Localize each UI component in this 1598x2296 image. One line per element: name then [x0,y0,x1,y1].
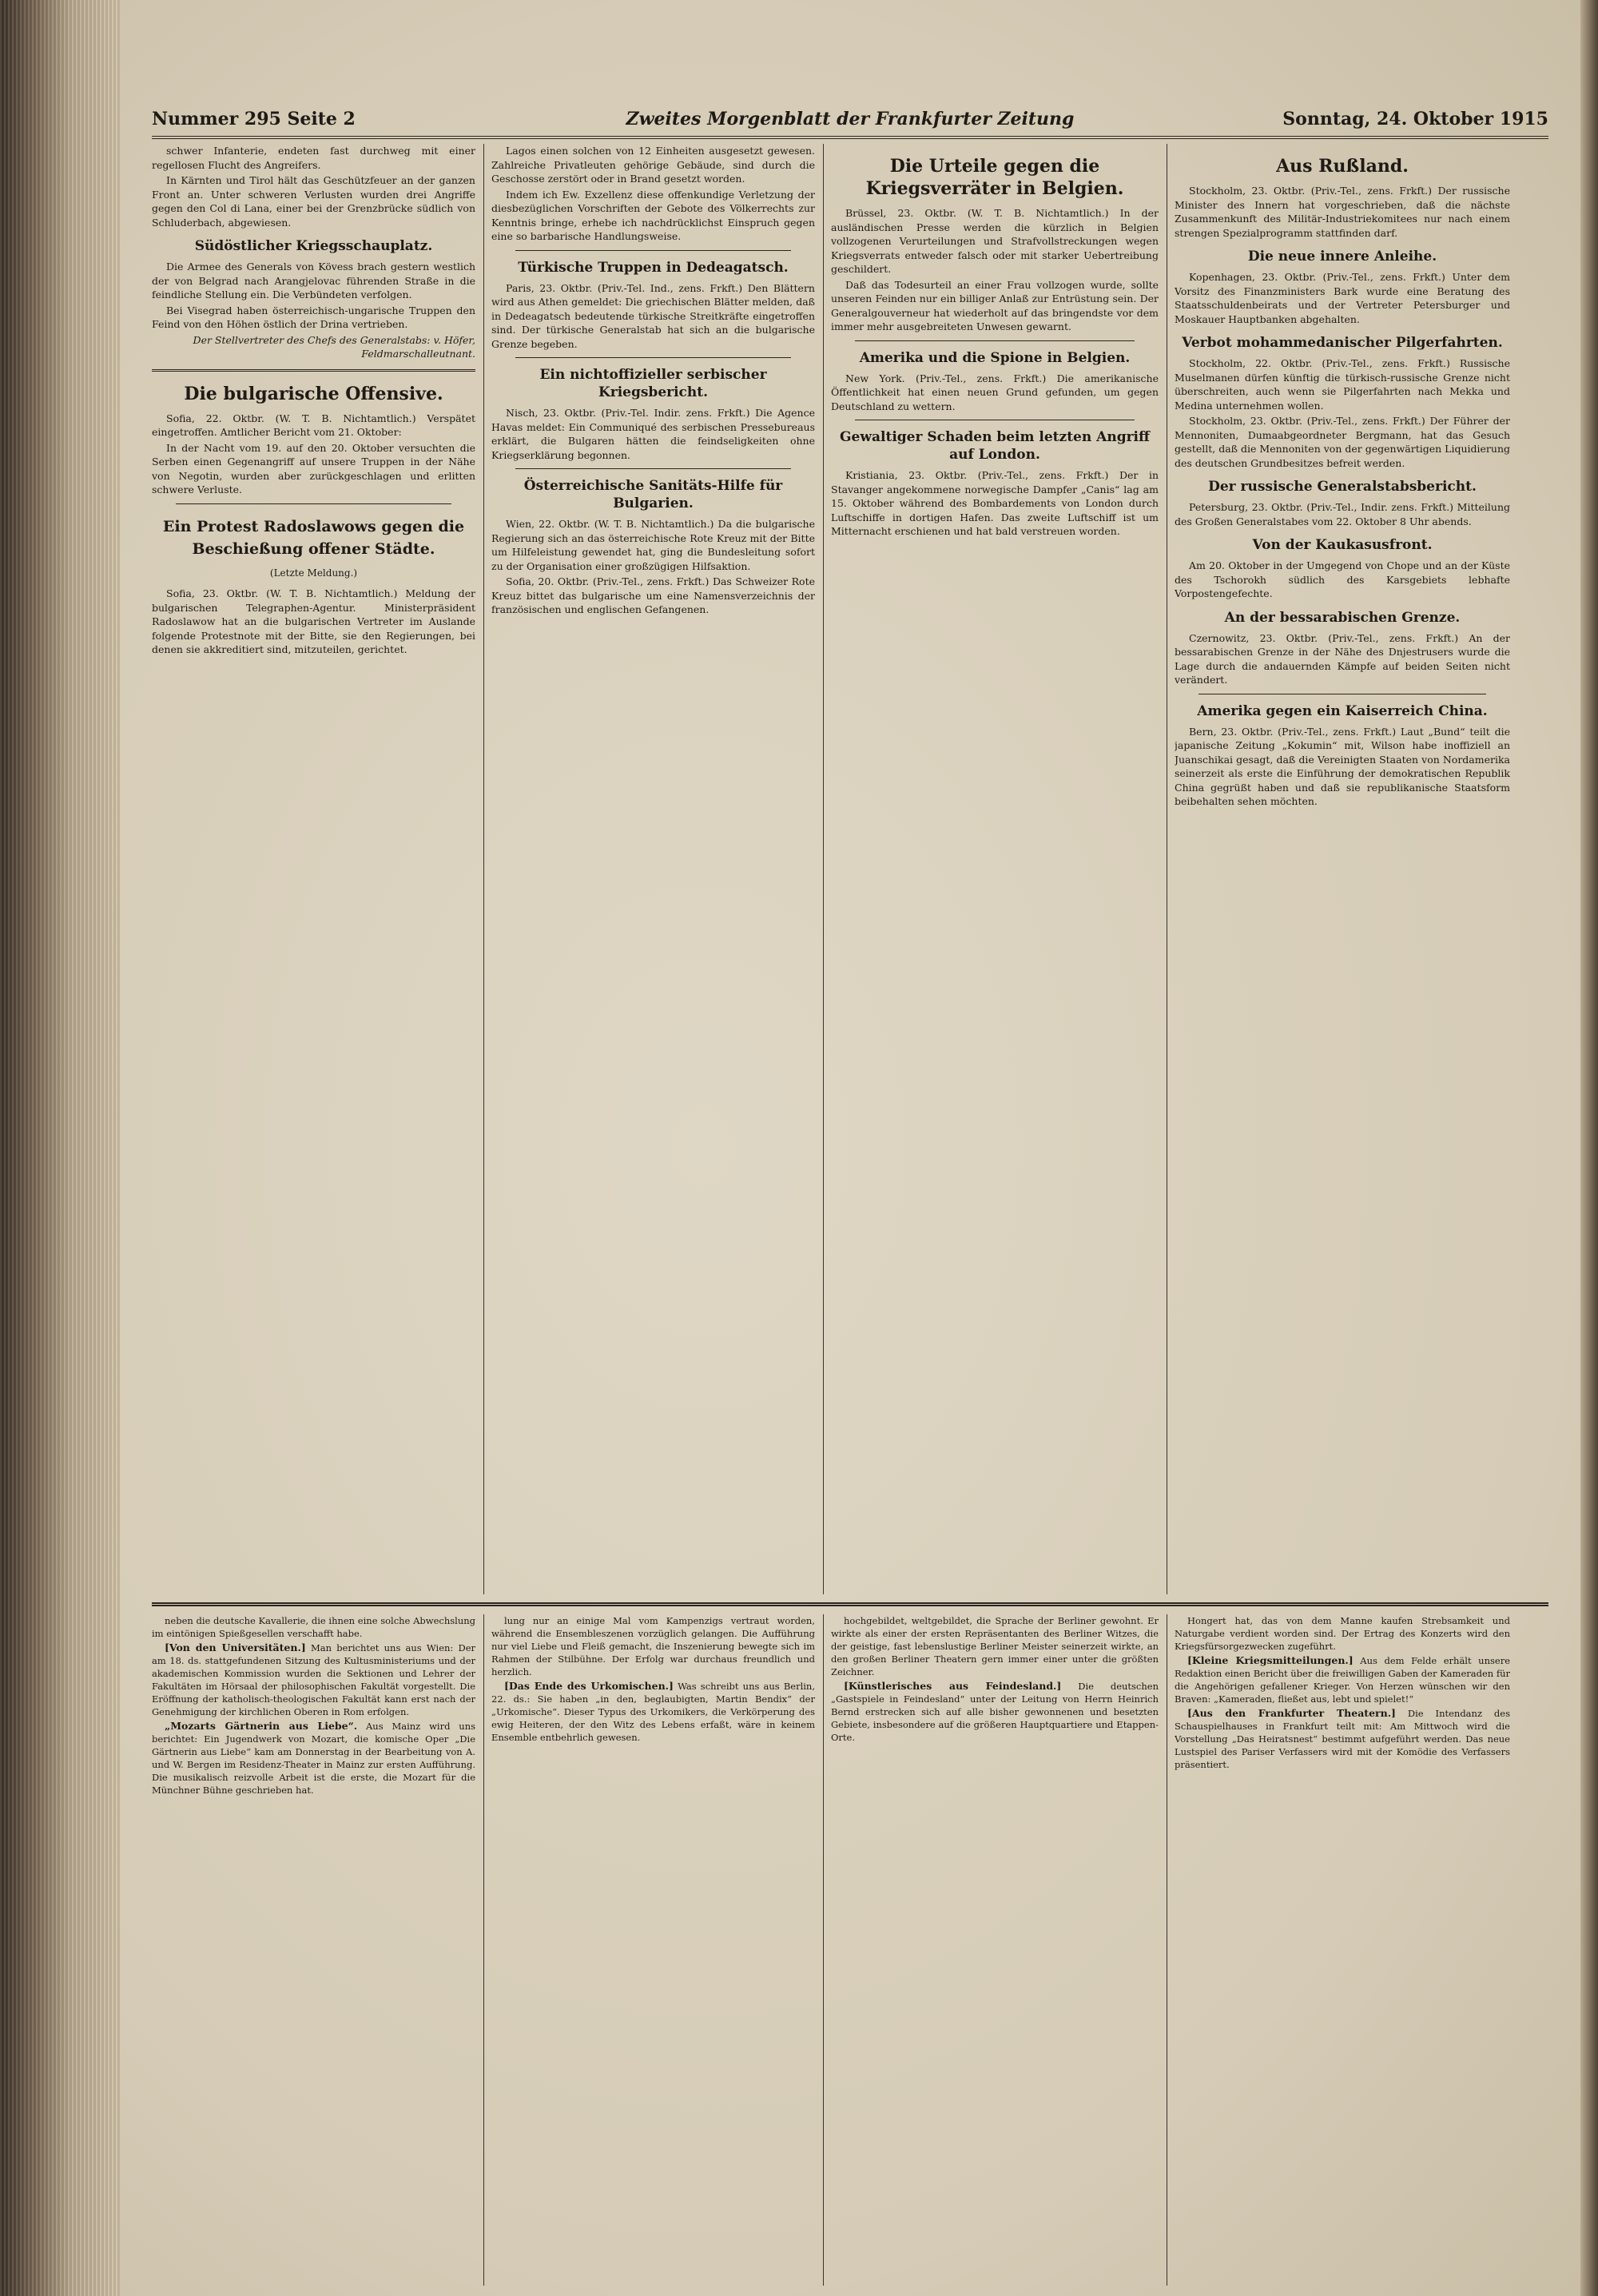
article-text: schwer Infanterie, endeten fast durchweg mit einer regellosen Flucht des Angreifers. [152,145,475,171]
issue-and-page: Nummer 295 Seite 2 [152,109,356,129]
article-headline: Die bulgarische Offensive. [184,383,443,404]
feuilleton-text: Die deutschen „Gastspiele in Feindesland“ unter der Leitung von Herrn Heinrich Bernd erstrecken sich auf alle bisher gewonnenen und besetzten Gebiete, insbesondere auf die größeren Hauptquartiere und Etappen-Orte. [831,1681,1159,1743]
article-text: Die Armee des Generals von Kövess brach gestern westlich der von Belgrad nach Arangjelovac führenden Straße in die feindliche Stellung ein. Die Verbündeten verfolgen. [152,261,475,300]
byline: (Letzte Meldung.) [269,567,358,579]
article-text: Daß das Todesurteil an einer Frau vollzogen wurde, sollte unseren Feinden nur ein billiger Anlaß zur Entrüstung sein. Der Generalgouverneur hat wiederholt auf das bringendste vor dem immer mehr ausgebreiteten Unwesen gewarnt. [831,278,1159,332]
article-headline: Gewaltiger Schaden beim letzten Angriff auf London. [840,429,1150,463]
article-text: Stockholm, 23. Oktbr. (Priv.-Tel., zens. Frkft.) Der russische Minister des Innern hat vorgeschrieben, daß die nächste Zusammenkunft des Militär-Industriekomitees nur nach einem strengen Spezialprogramm stattfinden darf. [1175,185,1510,239]
section-heading: Der russische Generalstabsbericht. [1208,479,1477,495]
article-text: Sofia, 20. Oktbr. (Priv.-Tel., zens. Frkft.) Das Schweizer Rote Kreuz bittet das bulgarische um eine Namensverzeichnis der französischen und englischen Gefangenen. [491,575,815,615]
feuilleton-text: Aus Mainz wird uns berichtet: Ein Jugendwerk von Mozart, die komische Oper „Die Gärtnerin aus Liebe“ kam am Donnerstag in der Bearbeitung von A. und W. Bergen im Residenz-Theater in Mainz zur ersten Aufführung. Die musikalisch reizvolle Arbeit ist die erste, die Mozart für die Münchner Bühne geschrieben hat. [152,1721,475,1796]
article-text: Kristiania, 23. Oktbr. (Priv.-Tel., zens. Frkft.) Der in Stavanger angekommene norwegische Dampfer „Canis“ lag am 15. Oktober während des Bombardements von London durch Luftschiffe in dortigen Hafen. Das zweite Luftschiff ist um Mitternacht erschienen und hat bald verstreuen worden. [831,469,1159,537]
article-headline: Österreichische Sanitäts-Hilfe für Bulgarien. [523,478,783,511]
feuilleton-text: neben die deutsche Kavallerie, die ihnen eine solche Abwechslung im eintönigen Spießgesellen verschafft habe. [152,1615,475,1639]
article-text: Brüssel, 23. Oktbr. (W. T. B. Nichtamtlich.) In der ausländischen Presse werden die kürzlich in Belgien vollzogenen Verurteilungen und Strafvollstreckungen wegen Kriegsverrats entweder falsch oder mit starker Uebertreibung geschildert. [831,207,1159,275]
feuilleton-heading: [Aus den Frankfurter Theatern.] [1187,1707,1396,1719]
article-headline: Amerika gegen ein Kaiserreich China. [1197,702,1488,719]
newspaper-page [120,0,1580,2296]
article-headline: Türkische Truppen in Dedeagatsch. [518,259,789,276]
article-text: Czernowitz, 23. Oktbr. (Priv.-Tel., zens. Frkft.) An der bessarabischen Grenze in der Nähe des Dnjestrusers wurde die Lage durch die andauernden Kämpfe auf beiden Seiten nicht verändert. [1175,631,1510,686]
article-headline: Aus Rußland. [1276,156,1409,177]
article-text: New York. (Priv.-Tel., zens. Frkft.) Die amerikanische Öffentlichkeit hat einen neuen Grund gefunden, um gegen Deutschland zu wettern. [831,372,1159,412]
column-4 [1175,144,1510,1594]
feuilleton-heading: „Mozarts Gärtnerin aus Liebe“. [165,1720,358,1732]
page-header [152,104,1548,139]
article-text: Sofia, 22. Oktbr. (W. T. B. Nichtamtlich.) Verspätet eingetroffen. Amtlicher Bericht vom 21. Oktober: [152,412,475,438]
column-2 [491,144,815,1594]
article-text: Paris, 23. Oktbr. (Priv.-Tel. Ind., zens. Frkft.) Den Blättern wird aus Athen gemeldet: Die griechischen Blätter melden, daß in Dedeagatsch bedeutende türkische Streitkräfte eingetroffen sind. Der türkische Generalstab hat sich an die bulgarische Grenze begeben. [491,281,815,350]
article-text: Stockholm, 23. Oktbr. (Priv.-Tel., zens. Frkft.) Der Führer der Mennoniten, Dumaabgeordneter Bergmann, hat das Gesuch gestellt, daß die Mennoniten von der gegenwärtigen Liquidierung des deutschen Grundbesitzes befreit werden. [1175,415,1510,469]
article-text: Stockholm, 22. Oktbr. (Priv.-Tel., zens. Frkft.) Russische Muselmanen dürfen künftig die türkisch-russische Grenze nicht überschreiten, auch wenn sie Pilgerfahrten nach Mekka und Medina unternehmen wollen. [1175,357,1510,412]
article-text: Petersburg, 23. Oktbr. (Priv.-Tel., Indir. zens. Frkft.) Mitteilung des Großen Generalstabes vom 22. Oktober 8 Uhr abends. [1175,501,1510,527]
article-text: In der Nacht vom 19. auf den 20. Oktober versuchten die Serben einen Gegenangriff auf unsere Truppen in der Nähe von Negotin, wurden aber zurückgeschlagen und erlitten schwere Verluste. [152,441,475,495]
article-text: Sofia, 23. Oktbr. (W. T. B. Nichtamtlich.) Meldung der bulgarischen Telegraphen-Agentur. Ministerpräsident Radoslawow hat an die bulgarischen Vertreter im Auslande folgende Protestnote mit der Bitte, sie den Regierungen, bei denen sie akkreditiert sind, mitzuteilen, gerichtet. [152,587,475,655]
article-text: Kopenhagen, 23. Oktbr. (Priv.-Tel., zens. Frkft.) Unter dem Vorsitz des Finanzministers Bark wurde eine Beratung des Staatsschuldenbeirats und der Vertreter Petersburger und Moskauer Hauptbanken abgehalten. [1175,271,1510,325]
article-text: Nisch, 23. Oktbr. (Priv.-Tel. Indir. zens. Frkft.) Die Agence Havas meldet: Ein Communiqué des serbischen Pressebureaus erklärt, die Bulgaren hätten die feindseligkeiten ohne Kriegserklärung begonnen. [491,407,815,461]
column-1 [152,144,475,1594]
feuilleton-text: Die Intendanz des Schauspielhauses in Frankfurt teilt mit: Am Mittwoch wird die Vorstellung „Das Heiratsnest“ bestimmt aufgeführt werden. Das neue Lustspiel des Pariser Verfassers wird mit der Komödie des Verfassers präsentiert. [1175,1708,1510,1770]
feuilleton-column-2 [491,1614,815,2286]
issue-date: Sonntag, 24. Oktober 1915 [1282,109,1548,129]
feuilleton-heading: [Kleine Kriegsmitteilungen.] [1187,1654,1354,1666]
article-text: Indem ich Ew. Exzellenz diese offenkundige Verletzung der diesbezüglichen Vorschriften der Gebote des Völkerrechts zur Kenntnis bringe, erhebe ich nachdrücklichst Einspruch gegen eine so barbarische Handlungsweise. [491,188,815,242]
feuilleton-text: hochgebildet, weltgebildet, die Sprache der Berliner gewohnt. Er wirkte als einer der ersten Repräsentanten des Berliner Witzes, die der geistige, fast lebenslustige Berliner Meister seinerzeit wirkte, an den großen Berliner Theatern gern immer einer unter die größten Zeichner. [831,1615,1159,1677]
article-text: Am 20. Oktober in der Umgegend von Chope und an der Küste des Tschorokh südlich des Karsgebiets lebhafte Vorpostengefechte. [1175,559,1510,599]
article-headline: Die Urteile gegen die Kriegsverräter in Belgien. [865,156,1124,199]
feuilleton-column-4 [1175,1614,1510,2286]
article-text: In Kärnten und Tirol hält das Geschützfeuer an der ganzen Front an. Unter schweren Verlusten wurden drei Angriffe gegen den Col di Lana, einer bei der Grenzbrücke südlich von Schluderbach, abgewiesen. [152,174,475,229]
feuilleton-heading: [Künstlerisches aus Feindesland.] [844,1680,1062,1692]
section-heading: Von der Kaukasusfront. [1252,537,1433,553]
feuilleton-text: Aus dem Felde erhält unsere Redaktion einen Bericht über die freiwilligen Gaben der Kameraden für die Angehörigen gefallener Krieger. Von Herzen wünschen wir den Braven: „Kameraden, fließet aus, lebt und spielet!“ [1175,1655,1510,1705]
feuilleton-divider [152,1602,1548,1606]
feuilleton-text: Hongert hat, das von dem Manne kaufen Strebsamkeit und Naturgabe verdient worden sind. Der Ertrag des Konzerts wird den Kriegsfürsorgezwecken zugeführt. [1175,1615,1510,1652]
masthead: Zweites Morgenblatt der Frankfurter Zeitung [626,109,1075,129]
feuilleton-column-1 [152,1614,475,2286]
section-heading: Verbot mohammedanischer Pilgerfahrten. [1182,335,1503,351]
article-text: Bei Visegrad haben österreichisch-ungarische Truppen den Feind von den Höhen östlich der Drina vertrieben. [152,304,475,330]
column-3 [831,144,1159,1594]
section-heading: Die neue innere Anleihe. [1247,249,1437,265]
feuilleton-column-3 [831,1614,1159,2286]
article-headline: Ein nichtoffizieller serbischer Kriegsbericht. [539,367,767,400]
feuilleton-heading: [Von den Universitäten.] [165,1641,306,1653]
section-heading: Südöstlicher Kriegsschauplatz. [194,238,433,254]
signature: Der Stellvertreter des Chefs des Generalstabs: v. Höfer, Feldmarschalleutnant. [193,333,475,360]
feuilleton-text: Man berichtet uns aus Wien: Der am 18. ds. stattgefundenen Sitzung des Kultusministeriums und der akademischen Kommission wurden die Sektionen und Lehrer der Fakultäten im Hörsaal der philosophischen Fakultät vorgestellt. Die Eröffnung der katholisch-theologischen Fakultät kann erst nach der Genehmigung der kirchlichen Oberen in Rom erfolgen. [152,1642,475,1717]
book-binding [0,0,120,2296]
article-text: Lagos einen solchen von 12 Einheiten ausgesetzt gewesen. Zahlreiche Privatleuten gehörige Gebäude, sind durch die Geschosse zerstört oder in Brand gesetzt worden. [491,145,815,185]
feuilleton-heading: [Das Ende des Urkomischen.] [504,1680,674,1692]
feuilleton-text: Was schreibt uns aus Berlin, 22. ds.: Sie haben „in den, beglaubigten, Martin Bendix“ der „Urkomische“. Dieser Typus des Urkomikers, die Verkörperung des ewig Heiteren, der den Witz des Lebens erfaßt, wäre in keinem Ensemble entbehrlich gewesen. [491,1681,815,1743]
article-text: Bern, 23. Oktbr. (Priv.-Tel., zens. Frkft.) Laut „Bund“ teilt die japanische Zeitung „Kokumin“ mit, Wilson habe inoffiziell an Juanschikai gesagt, daß die Vereinigten Staaten von Nordamerika seinerzeit als erste die Einführung der demokratischen Republik China gegrüßt haben und daß sie republikanische Staatsform beibehalten sehen möchten. [1175,725,1510,807]
page-edge [1580,0,1598,2296]
section-heading: An der bessarabischen Grenze. [1224,609,1461,626]
article-text: Wien, 22. Oktbr. (W. T. B. Nichtamtlich.) Da die bulgarische Regierung sich an das österreichische Rote Kreuz mit der Bitte um Hilfeleistung gewendet hat, ging die Bundesleitung sofort zu der Organisation einer großzügigen Hilfsaktion. [491,518,815,572]
feuilleton-text: lung nur an einige Mal vom Kampenzigs vertraut worden, während die Ensembleszenen vorzüglich gelangen. Die Aufführung nur viel Liebe und Fleiß gemacht, die Inszenierung bewegte sich im Rahmen der Stilbühne. Der Erfolg war durchaus freundlich und herzlich. [491,1615,815,1677]
article-headline: Amerika und die Spione in Belgien. [859,349,1131,366]
article-headline: Ein Protest Radoslawows gegen die Beschießung offener Städte. [162,517,465,558]
